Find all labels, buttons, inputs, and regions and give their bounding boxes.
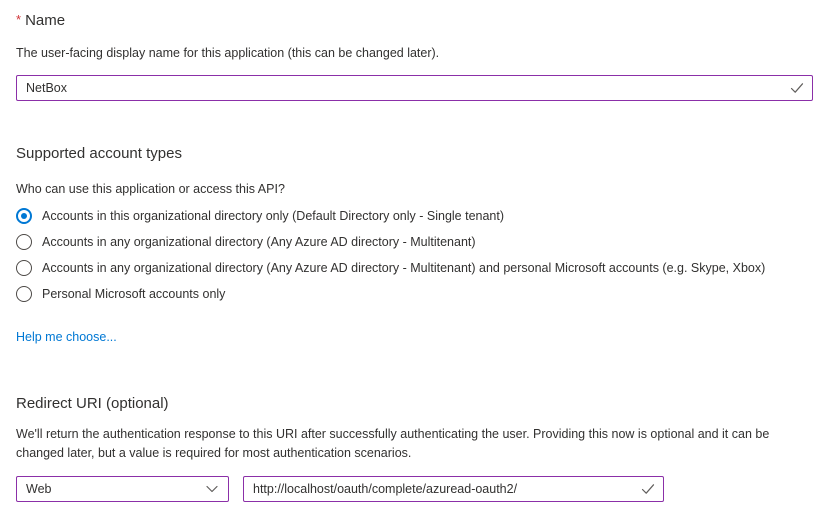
name-field-label bbox=[16, 10, 813, 31]
chevron-down-icon bbox=[205, 482, 219, 496]
account-type-option[interactable] bbox=[16, 281, 813, 307]
account-types-radio-group bbox=[16, 203, 813, 307]
account-types-question: Who can use this application or access this API? bbox=[16, 182, 285, 196]
name-input-wrap bbox=[16, 75, 813, 101]
required-asterisk: * bbox=[16, 12, 22, 27]
redirect-uri-input-wrap bbox=[243, 476, 664, 502]
name-label-text: Name bbox=[25, 12, 66, 29]
name-description: The user-facing display name for this application (this can be changed later). bbox=[16, 46, 440, 60]
radio-button-icon bbox=[16, 260, 32, 276]
account-type-option[interactable] bbox=[16, 255, 813, 281]
redirect-uri-input[interactable] bbox=[243, 476, 664, 502]
redirect-uri-description: We'll return the authentication response to this URI after successfully authenticating the user. Providing this now is optional and it can be changed later, but a value is required for most authentication scenarios. bbox=[16, 427, 770, 460]
supported-account-types-heading: Supported account types bbox=[16, 145, 182, 162]
platform-select-value: Web bbox=[26, 482, 52, 496]
account-type-label: Personal Microsoft accounts only bbox=[42, 287, 226, 301]
radio-button-icon bbox=[16, 208, 32, 224]
platform-select[interactable] bbox=[16, 476, 229, 502]
account-type-label: Accounts in any organizational directory (Any Azure AD directory - Multitenant) and personal Microsoft accounts (e.g. Skype, Xbox) bbox=[42, 261, 766, 275]
account-type-option[interactable] bbox=[16, 203, 813, 229]
name-input[interactable] bbox=[16, 75, 813, 101]
help-me-choose-link[interactable]: Help me choose... bbox=[16, 330, 117, 344]
account-type-label: Accounts in this organizational directory only (Default Directory only - Single tenant) bbox=[42, 209, 505, 223]
account-type-option[interactable] bbox=[16, 229, 813, 255]
redirect-uri-row bbox=[16, 476, 813, 502]
redirect-uri-heading: Redirect URI (optional) bbox=[16, 395, 169, 412]
radio-button-icon bbox=[16, 234, 32, 250]
radio-button-icon bbox=[16, 286, 32, 302]
account-type-label: Accounts in any organizational directory (Any Azure AD directory - Multitenant) bbox=[42, 235, 476, 249]
